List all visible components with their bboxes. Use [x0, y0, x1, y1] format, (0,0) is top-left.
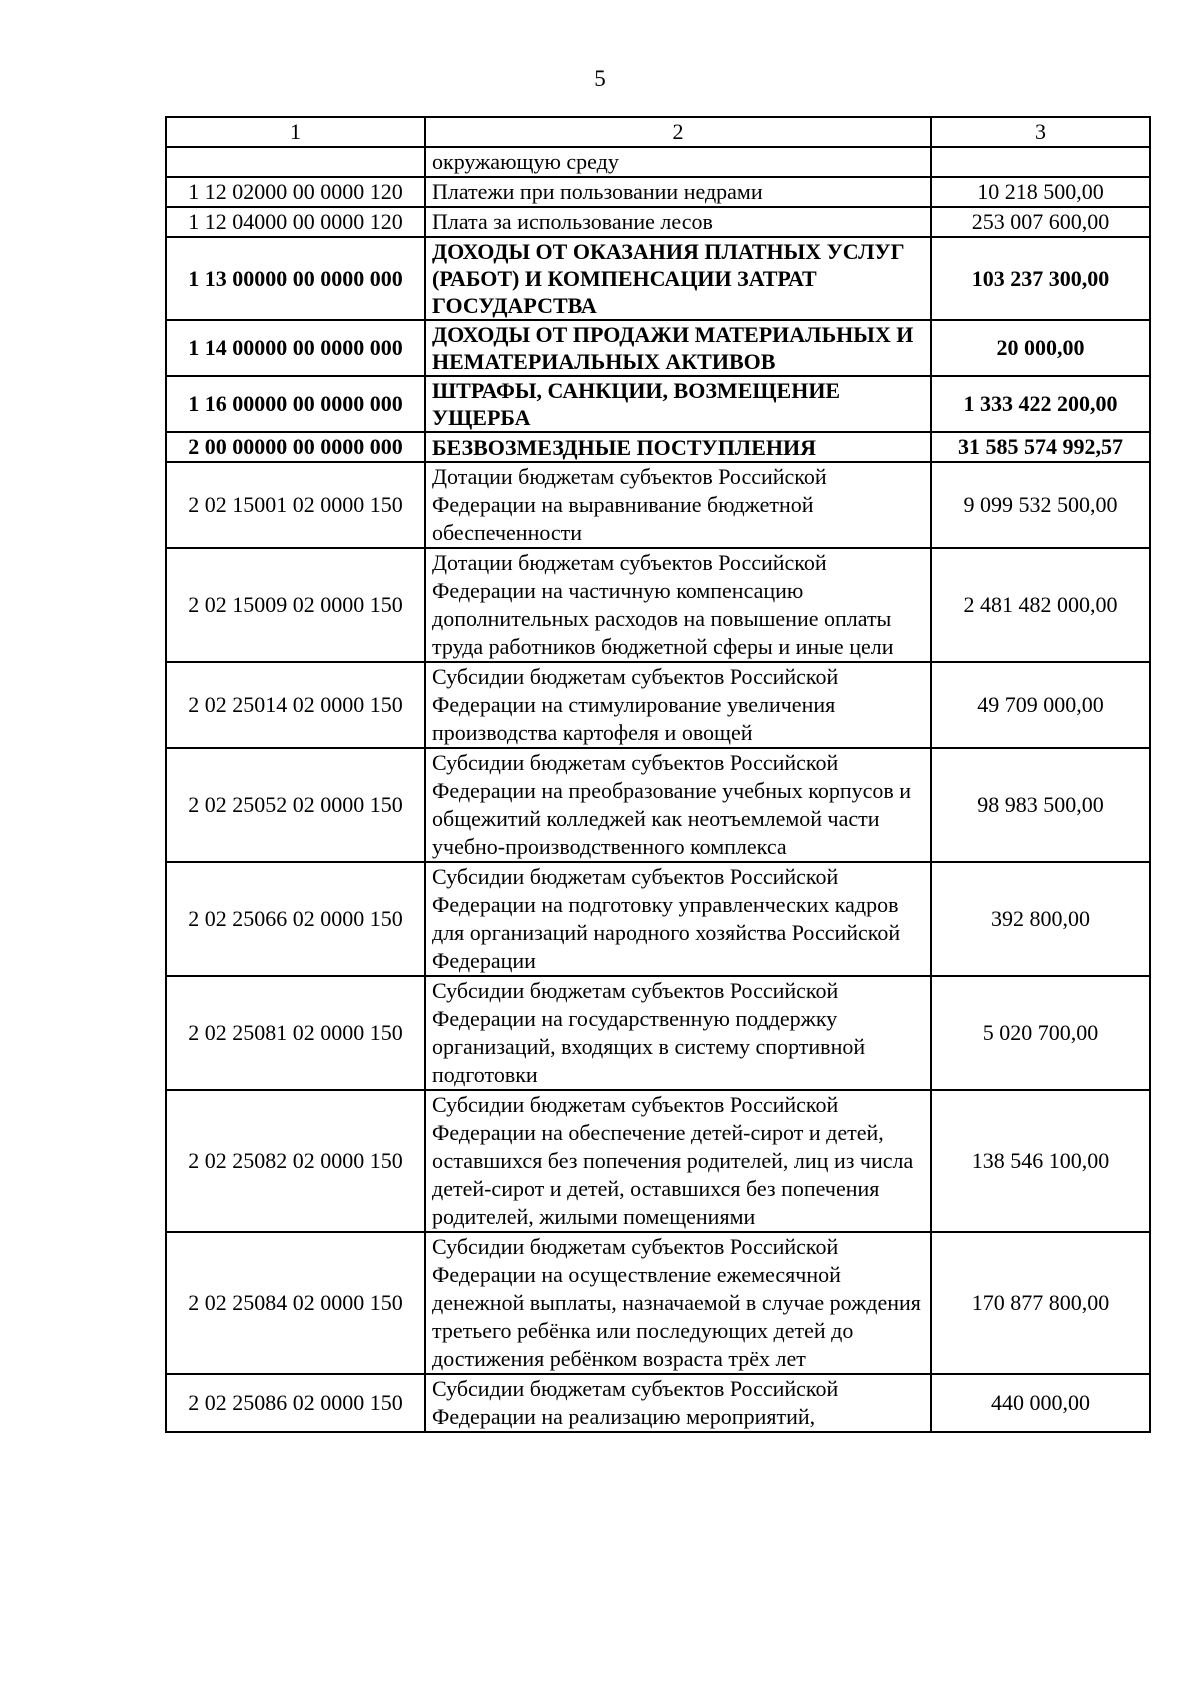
- row-amount: [931, 147, 1150, 177]
- row-name: Платежи при пользовании недрами: [425, 177, 931, 207]
- row-amount: 98 983 500,00: [931, 748, 1150, 862]
- row-amount: 138 546 100,00: [931, 1090, 1150, 1232]
- row-code: [166, 147, 425, 177]
- table-row: [166, 237, 1150, 320]
- table-row: [166, 376, 1150, 432]
- row-code: 2 00 00000 00 0000 000: [166, 432, 425, 462]
- row-code: 2 02 25081 02 0000 150: [166, 976, 425, 1090]
- row-amount: 20 000,00: [931, 320, 1150, 376]
- row-code: 2 02 25014 02 0000 150: [166, 662, 425, 748]
- row-amount: 10 218 500,00: [931, 177, 1150, 207]
- row-amount: 440 000,00: [931, 1374, 1150, 1432]
- row-code: 1 12 02000 00 0000 120: [166, 177, 425, 207]
- row-name: Дотации бюджетам субъектов Российской Федерации на выравнивание бюджетной обеспеченности: [425, 462, 931, 548]
- row-amount: 170 877 800,00: [931, 1232, 1150, 1374]
- table-row: [166, 662, 1150, 748]
- row-amount: 49 709 000,00: [931, 662, 1150, 748]
- row-amount: 1 333 422 200,00: [931, 376, 1150, 432]
- row-name: Субсидии бюджетам субъектов Российской Федерации на подготовку управленческих кадров для организаций народного хозяйства Российской Федерации: [425, 862, 931, 976]
- budget-table: [165, 116, 1151, 1433]
- row-name: окружающую среду: [425, 147, 931, 177]
- table-row: [166, 1090, 1150, 1232]
- row-name: БЕЗВОЗМЕЗДНЫЕ ПОСТУПЛЕНИЯ: [425, 432, 931, 462]
- row-amount: 5 020 700,00: [931, 976, 1150, 1090]
- row-code: 2 02 15009 02 0000 150: [166, 548, 425, 662]
- row-amount: 253 007 600,00: [931, 207, 1150, 237]
- row-name: ДОХОДЫ ОТ ОКАЗАНИЯ ПЛАТНЫХ УСЛУГ (РАБОТ) И КОМПЕНСАЦИИ ЗАТРАТ ГОСУДАРСТВА: [425, 237, 931, 320]
- row-code: 2 02 25052 02 0000 150: [166, 748, 425, 862]
- row-code: 1 12 04000 00 0000 120: [166, 207, 425, 237]
- table-row: [166, 432, 1150, 462]
- row-name: ШТРАФЫ, САНКЦИИ, ВОЗМЕЩЕНИЕ УЩЕРБА: [425, 376, 931, 432]
- page-number: 5: [594, 66, 606, 91]
- row-name: Дотации бюджетам субъектов Российской Федерации на частичную компенсацию дополнительных расходов на повышение оплаты труда работников бюджетной сферы и иные цели: [425, 548, 931, 662]
- table-row: [166, 748, 1150, 862]
- table-row: [166, 177, 1150, 207]
- table-row: [166, 320, 1150, 376]
- table-row: [166, 862, 1150, 976]
- header-row: [166, 117, 1150, 147]
- header-col-1: 1: [166, 117, 425, 147]
- row-name: ДОХОДЫ ОТ ПРОДАЖИ МАТЕРИАЛЬНЫХ И НЕМАТЕРИАЛЬНЫХ АКТИВОВ: [425, 320, 931, 376]
- table-row: [166, 462, 1150, 548]
- row-code: 1 13 00000 00 0000 000: [166, 237, 425, 320]
- table-row: [166, 147, 1150, 177]
- table-row: [166, 976, 1150, 1090]
- row-name: Плата за использование лесов: [425, 207, 931, 237]
- row-amount: 9 099 532 500,00: [931, 462, 1150, 548]
- row-code: 2 02 25066 02 0000 150: [166, 862, 425, 976]
- table-row: [166, 207, 1150, 237]
- row-code: 2 02 25084 02 0000 150: [166, 1232, 425, 1374]
- row-name: Субсидии бюджетам субъектов Российской Федерации на государственную поддержку организаций, входящих в систему спортивной подготовки: [425, 976, 931, 1090]
- row-name: Субсидии бюджетам субъектов Российской Федерации на преобразование учебных корпусов и общежитий колледжей как неотъемлемой части учебно-производственного комплекса: [425, 748, 931, 862]
- row-code: 2 02 25082 02 0000 150: [166, 1090, 425, 1232]
- row-amount: 2 481 482 000,00: [931, 548, 1150, 662]
- header-col-3: 3: [931, 117, 1150, 147]
- row-amount: 31 585 574 992,57: [931, 432, 1150, 462]
- row-code: 1 14 00000 00 0000 000: [166, 320, 425, 376]
- row-name: Субсидии бюджетам субъектов Российской Федерации на реализацию мероприятий,: [425, 1374, 931, 1432]
- table-row: [166, 548, 1150, 662]
- row-name: Субсидии бюджетам субъектов Российской Федерации на осуществление ежемесячной денежной выплаты, назначаемой в случае рождения третьего ребёнка или последующих детей до достижения ребёнком возраста трёх лет: [425, 1232, 931, 1374]
- row-name: Субсидии бюджетам субъектов Российской Федерации на обеспечение детей-сирот и детей, оставшихся без попечения родителей, лиц из числа детей-сирот и детей, оставшихся без попечения родителей, жилыми помещениями: [425, 1090, 931, 1232]
- row-amount: 392 800,00: [931, 862, 1150, 976]
- header-col-2: 2: [425, 117, 931, 147]
- row-code: 2 02 15001 02 0000 150: [166, 462, 425, 548]
- table-row: [166, 1374, 1150, 1432]
- row-amount: 103 237 300,00: [931, 237, 1150, 320]
- table-row: [166, 1232, 1150, 1374]
- row-code: 2 02 25086 02 0000 150: [166, 1374, 425, 1432]
- row-name: Субсидии бюджетам субъектов Российской Федерации на стимулирование увеличения производства картофеля и овощей: [425, 662, 931, 748]
- row-code: 1 16 00000 00 0000 000: [166, 376, 425, 432]
